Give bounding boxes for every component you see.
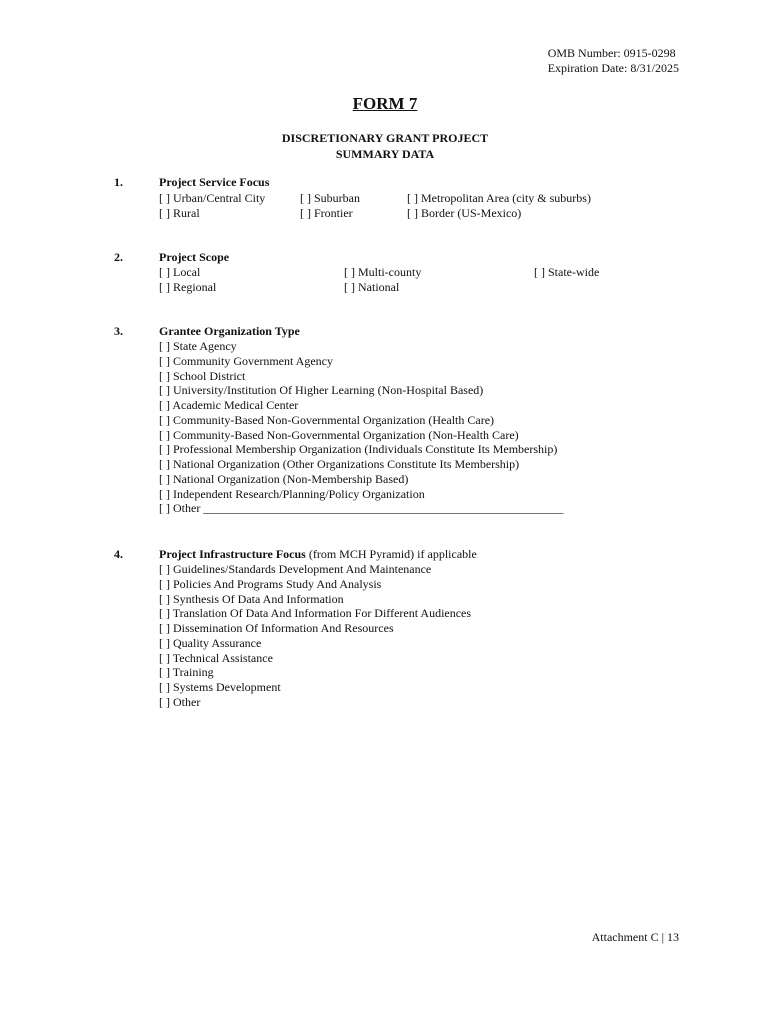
option-urban-central-city[interactable]: [ ] Urban/Central City bbox=[159, 191, 266, 205]
expiration-date: Expiration Date: 8/31/2025 bbox=[547, 61, 679, 75]
option-technical-assistance[interactable]: [ ] Technical Assistance bbox=[159, 650, 273, 665]
option-professional-membership-org[interactable]: [ ] Professional Membership Organization (Individuals Constitute Its Membership) bbox=[159, 442, 558, 457]
option-academic-medical-center[interactable]: [ ] Academic Medical Center bbox=[159, 398, 299, 412]
section-2-title: Project Scope bbox=[159, 250, 230, 264]
option-regional[interactable]: [ ] Regional bbox=[159, 280, 217, 294]
section-1-number: 1. bbox=[114, 175, 123, 189]
option-training[interactable]: [ ] Training bbox=[159, 665, 214, 680]
option-multi-county[interactable]: [ ] Multi-county bbox=[344, 265, 422, 279]
section-3-options bbox=[159, 339, 563, 516]
section-4-title-suffix: (from MCH Pyramid) if applicable bbox=[305, 547, 477, 561]
section-1-title: Project Service Focus bbox=[159, 175, 270, 189]
section-4-options bbox=[159, 562, 471, 710]
subtitle-line-2: SUMMARY DATA bbox=[335, 147, 435, 161]
option-community-government-agency[interactable]: [ ] Community Government Agency bbox=[159, 353, 333, 368]
section-2-number: 2. bbox=[114, 250, 123, 264]
option-border-us-mexico[interactable]: [ ] Border (US-Mexico) bbox=[407, 206, 522, 220]
option-systems-development[interactable]: [ ] Systems Development bbox=[159, 680, 281, 694]
page-footer: Attachment C | 13 bbox=[591, 930, 679, 944]
option-school-district[interactable]: [ ] School District bbox=[159, 368, 246, 383]
option-state-wide[interactable]: [ ] State-wide bbox=[534, 265, 600, 279]
option-cbngo-health-care[interactable]: [ ] Community-Based Non-Governmental Organization (Health Care) bbox=[159, 412, 495, 427]
section-3-number: 3. bbox=[114, 324, 123, 338]
option-guidelines-standards[interactable]: [ ] Guidelines/Standards Development And Maintenance bbox=[159, 562, 432, 576]
option-rural[interactable]: [ ] Rural bbox=[159, 206, 200, 220]
omb-number: OMB Number: 0915-0298 bbox=[547, 46, 676, 60]
option-other-org-type[interactable]: [ ] Other ____________________________________________________________ bbox=[159, 501, 564, 516]
section-3-title: Grantee Organization Type bbox=[159, 324, 300, 338]
option-dissemination[interactable]: [ ] Dissemination Of Information And Resources bbox=[159, 621, 394, 635]
section-4-title-main: Project Infrastructure Focus bbox=[159, 547, 306, 561]
omb-info bbox=[548, 46, 679, 76]
option-university[interactable]: [ ] University/Institution Of Higher Learning (Non-Hospital Based) bbox=[159, 383, 484, 398]
option-national-org-non-membership[interactable]: [ ] National Organization (Non-Membership Based) bbox=[159, 471, 409, 486]
option-national[interactable]: [ ] National bbox=[344, 280, 400, 294]
option-translation-data[interactable]: [ ] Translation Of Data And Information For Different Audiences bbox=[159, 606, 472, 621]
option-frontier[interactable]: [ ] Frontier bbox=[300, 206, 353, 220]
option-policies-programs[interactable]: [ ] Policies And Programs Study And Analysis bbox=[159, 576, 382, 591]
section-4-title bbox=[159, 547, 477, 562]
option-metropolitan-area[interactable]: [ ] Metropolitan Area (city & suburbs) bbox=[407, 191, 591, 205]
option-quality-assurance[interactable]: [ ] Quality Assurance bbox=[159, 635, 262, 650]
option-cbngo-non-health-care[interactable]: [ ] Community-Based Non-Governmental Organization (Non-Health Care) bbox=[159, 427, 519, 442]
option-synthesis-data[interactable]: [ ] Synthesis Of Data And Information bbox=[159, 591, 344, 606]
section-4-number: 4. bbox=[114, 547, 123, 561]
form-title: FORM 7 bbox=[352, 94, 418, 113]
option-suburban[interactable]: [ ] Suburban bbox=[300, 191, 360, 205]
option-other-infrastructure[interactable]: [ ] Other bbox=[159, 694, 201, 709]
form-subtitle bbox=[0, 130, 770, 162]
option-independent-research-org[interactable]: [ ] Independent Research/Planning/Policy Organization bbox=[159, 486, 425, 501]
option-state-agency[interactable]: [ ] State Agency bbox=[159, 339, 237, 353]
option-local[interactable]: [ ] Local bbox=[159, 265, 201, 279]
option-national-org-other-orgs[interactable]: [ ] National Organization (Other Organizations Constitute Its Membership) bbox=[159, 457, 520, 471]
subtitle-line-1: DISCRETIONARY GRANT PROJECT bbox=[281, 131, 489, 145]
